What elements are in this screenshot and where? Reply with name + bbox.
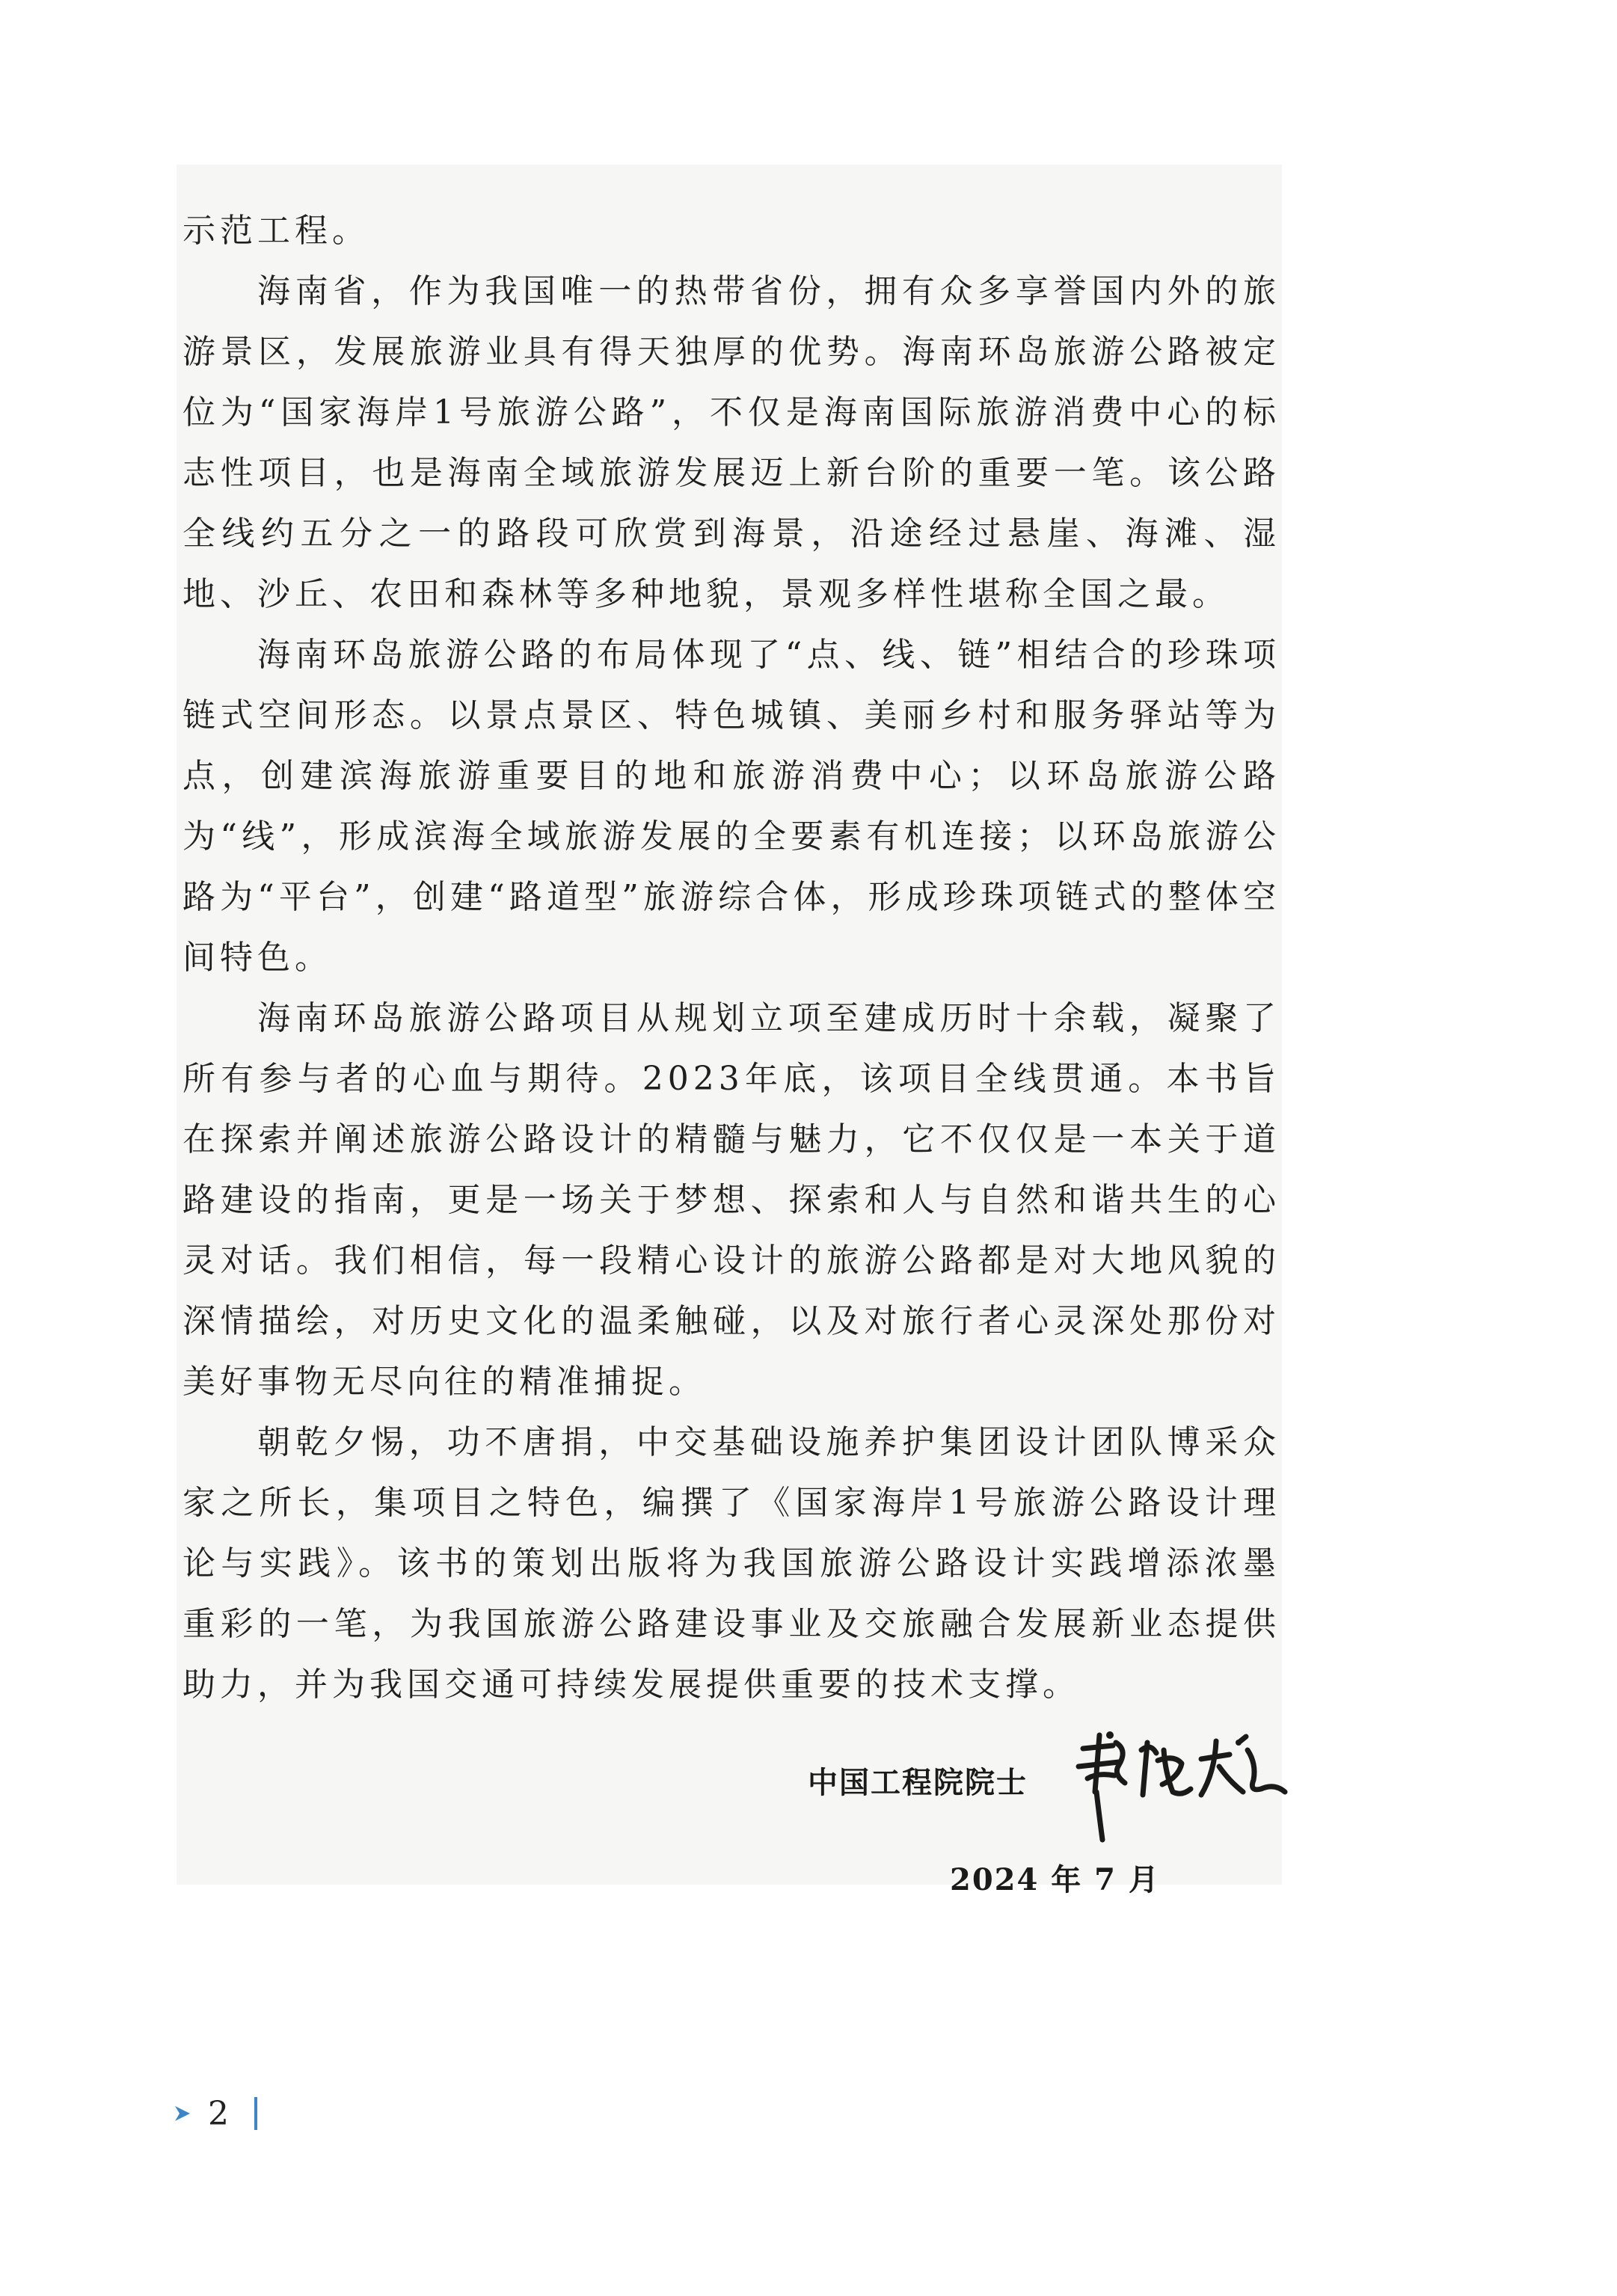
signature-date: 2024 年 7 月 [950,1862,1160,1897]
preface-body [182,200,1280,1715]
page-number: 2 [208,2094,229,2133]
signature-block [800,1720,1324,1897]
paragraph-layout-concept: 海南环岛旅游公路的布局体现了“点、线、链”相结合的珍珠项链式空间形态。以景点景区、特色城镇、美丽乡村和服务驿站等为点，创建滨海旅游重要目的地和旅游消费中心；以环岛旅游公路为“线”，形成滨海全域旅游发展的全要素有机连接；以环岛旅游公路为“平台”，创建“路道型”旅游综合体，形成珍珠项链式的整体空间特色。 [182,636,1280,977]
paragraph-hainan-overview: 海南省，作为我国唯一的热带省份，拥有众多享誉国内外的旅游景区，发展旅游业具有得天独厚的优势。海南环岛旅游公路被定位为“国家海岸1号旅游公路”，不仅是海南国际旅游消费中心的标志性项目，也是海南全域旅游发展迈上新台阶的重要一笔。该公路全线约五分之一的路段可欣赏到海景，沿途经过悬崖、海滩、湿地、沙丘、农田和森林等多种地貌，景观多样性堪称全国之最。 [182,272,1280,613]
signatory-title: 中国工程院院士 [808,1766,1028,1800]
page-footer [172,2091,257,2136]
paragraph-book-purpose: 朝乾夕惕，功不唐捐，中交基础设施养护集团设计团队博采众家之所长，集项目之特色，编撰了《国家海岸1号旅游公路设计理论与实践》。该书的策划出版将为我国旅游公路设计实践增添浓墨重彩的一笔，为我国旅游公路建设事业及交旅融合发展新业态提供助力，并为我国交通可持续发展提供重要的技术支撑。 [182,1423,1280,1704]
handwritten-signature [1070,1720,1294,1847]
paragraph-project-history: 海南环岛旅游公路项目从规划立项至建成历时十余载，凝聚了所有参与者的心血与期待。2023年底，该项目全线贯通。本书旨在探索并阐述旅游公路设计的精髓与魅力，它不仅仅是一本关于道路建设的指南，更是一场关于梦想、探索和人与自然和谐共生的心灵对话。我们相信，每一段精心设计的旅游公路都是对大地风貌的深情描绘，对历史文化的温柔触碰，以及对旅行者心灵深处那份对美好事物无尽向往的精准捕捉。 [182,999,1280,1401]
paragraph-continuation: 示范工程。 [182,212,369,250]
chevron-right-icon [172,2103,193,2124]
footer-divider [254,2097,257,2130]
